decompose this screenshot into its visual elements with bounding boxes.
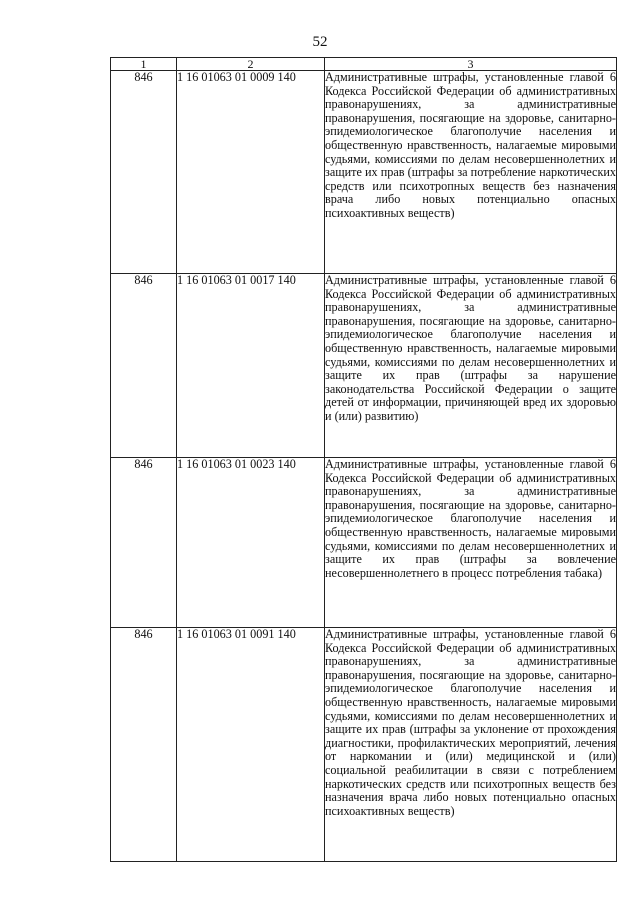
administrator-code-cell: 846 — [111, 274, 177, 458]
administrator-code-cell: 846 — [111, 628, 177, 862]
budget-classification-table — [110, 57, 617, 862]
budget-code-cell: 1 16 01063 01 0017 140 — [177, 274, 325, 458]
description-cell: Административные штрафы, установленные главой 6 Кодекса Российской Федерации об административных правонарушениях, за административные правонарушения, посягающие на здоровье, санитарно-эпидемиологическое благополучие населения и общественную нравственность, налагаемые мировыми судьями, комиссиями по делам несовершеннолетних и защите их прав (штрафы за вовлечение несовершеннолетнего в процесс потребления табака) — [325, 458, 617, 628]
description-cell: Административные штрафы, установленные главой 6 Кодекса Российской Федерации об административных правонарушениях, за административные правонарушения, посягающие на здоровье, санитарно-эпидемиологическое благополучие населения и общественную нравственность, налагаемые мировыми судьями, комиссиями по делам несовершеннолетних и защите их прав (штрафы за уклонение от прохождения диагностики, профилактических мероприятий, лечения от наркомании и (или) медицинской и (или) социальной реабилитации в связи с потреблением наркотических средств или психотропных веществ без назначения врача либо новых потенциально опасных психоактивных веществ) — [325, 628, 617, 862]
description-cell: Административные штрафы, установленные главой 6 Кодекса Российской Федерации об административных правонарушениях, за административные правонарушения, посягающие на здоровье, санитарно-эпидемиологическое благополучие населения и общественную нравственность, налагаемые мировыми судьями, комиссиями по делам несовершеннолетних и защите их прав (штрафы за потребление наркотических средств или психотропных веществ без назначения врача либо новых потенциально опасных психоактивных веществ) — [325, 71, 617, 274]
table-row — [111, 458, 617, 628]
column-header-1: 1 — [111, 58, 177, 71]
column-header-3: 3 — [325, 58, 617, 71]
table-row — [111, 628, 617, 862]
table-row — [111, 71, 617, 274]
column-header-2: 2 — [177, 58, 325, 71]
budget-code-cell: 1 16 01063 01 0009 140 — [177, 71, 325, 274]
table-header-row — [111, 58, 617, 71]
page-number: 52 — [312, 34, 328, 50]
administrator-code-cell: 846 — [111, 71, 177, 274]
budget-code-cell: 1 16 01063 01 0091 140 — [177, 628, 325, 862]
administrator-code-cell: 846 — [111, 458, 177, 628]
description-cell: Административные штрафы, установленные главой 6 Кодекса Российской Федерации об административных правонарушениях, за административные правонарушения, посягающие на здоровье, санитарно-эпидемиологическое благополучие населения и общественную нравственность, налагаемые мировыми судьями, комиссиями по делам несовершеннолетних и защите их прав (штрафы за нарушение законодательства Российской Федерации о защите детей от информации, причиняющей вред их здоровью и (или) развитию) — [325, 274, 617, 458]
budget-code-cell: 1 16 01063 01 0023 140 — [177, 458, 325, 628]
table-row — [111, 274, 617, 458]
